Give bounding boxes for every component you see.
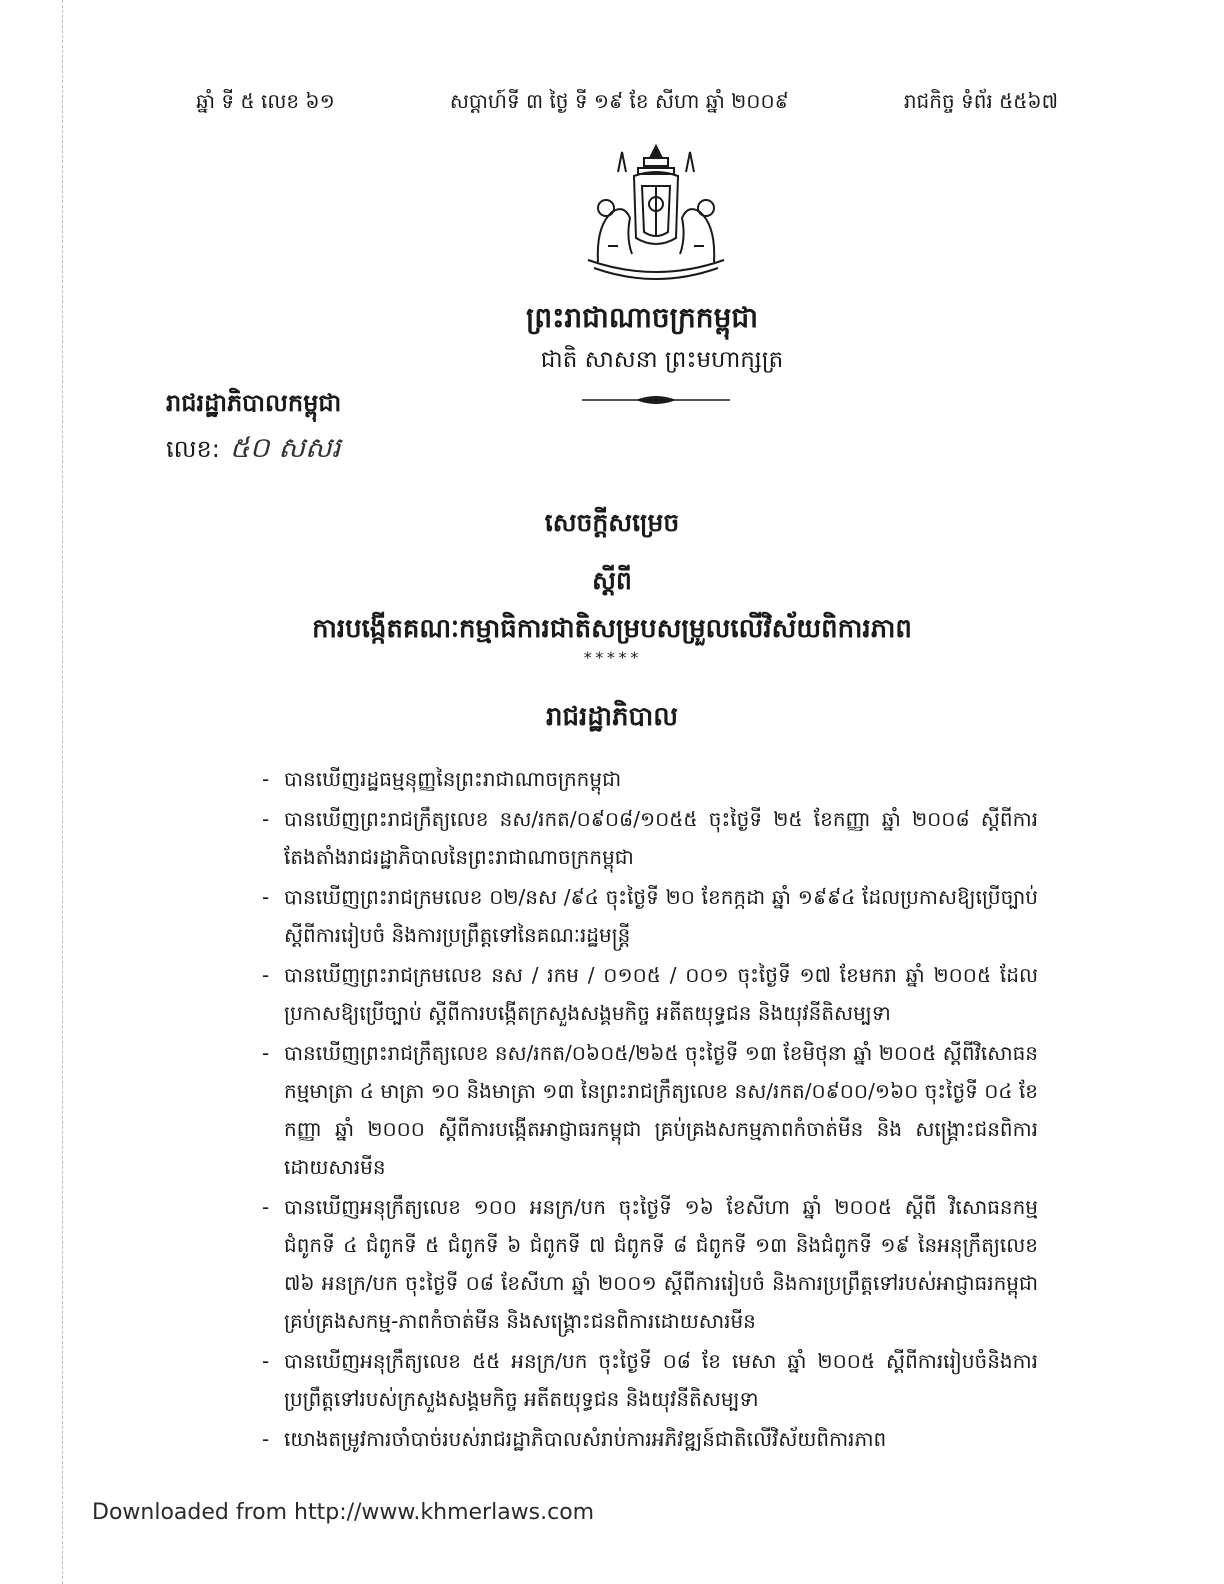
- clause-text: បានឃើញព្រះរាជក្រមលេខ នស / រកម / ០១០៥ / ០០១ ចុះថ្ងៃទី ១៧ ខែមករា ឆ្នាំ ២០០៥ ដែលប្រកាសឱ្យប្រើច្បាប់ ស្តីពីការបង្កើតក្រសួងសង្គមកិច្ច អតីតយុទ្ធជន និងយុវនីតិសម្បទា: [284, 963, 1038, 1025]
- kingdom-motto: ជាតិ សាសនា ព្រះមហាក្សត្រ: [540, 347, 784, 373]
- title-separator-stars: *****: [582, 648, 642, 667]
- clause-dash: -: [262, 767, 270, 791]
- clause-item: [262, 1188, 1038, 1340]
- clause-dash: -: [262, 1041, 270, 1065]
- scan-edge-line: [62, 0, 63, 1584]
- clause-item: [262, 1034, 1038, 1186]
- clause-dash: -: [262, 807, 270, 831]
- clause-item: [262, 1342, 1038, 1418]
- clause-item: [262, 800, 1038, 876]
- clause-text: បានឃើញអនុក្រឹត្យលេខ ១០០ អនក្រ/បក ចុះថ្ងៃទី ១៦ ខែសីហា ឆ្នាំ ២០០៥ ស្តីពី វិសោធនកម្ម ជំពូកទី ៤ ជំពូកទី ៥ ជំពូកទី ៦ ជំពូកទី ៧ ជំពូកទី ៨ ជំពូកទី ១៣ និងជំពូកទី ១៩ នៃអនុក្រឹត្យលេខ ៧៦ អនក្រ/បក ចុះថ្ងៃទី ០៨ ខែសីហា ឆ្នាំ ២០០១ ស្តីពីការរៀបចំ និងការប្រព្រឹត្តទៅរបស់អាជ្ញាធរកម្ពុជា គ្រប់គ្រងសកម្ម-ភាពកំចាត់មីន និងសង្គ្រោះជនពិការដោយសារមីន: [284, 1195, 1038, 1333]
- clause-item: [262, 760, 1038, 798]
- issuing-government: រាជរដ្ឋាភិបាលកម្ពុជា: [166, 388, 342, 417]
- clause-dash: -: [262, 885, 270, 909]
- clause-dash: -: [262, 963, 270, 987]
- title-about: ស្តីពី: [592, 566, 632, 595]
- divider-ornament-icon: [582, 392, 730, 408]
- document-type: សេចក្តីសម្រេច: [544, 508, 680, 537]
- clause-item: [262, 1420, 1038, 1458]
- authority-heading: រាជរដ្ឋាភិបាល: [545, 702, 679, 732]
- clause-text: បានឃើញព្រះរាជក្រឹត្យលេខ នស/រកត/០៦០៥/២៦៥ ចុះថ្ងៃទី ១៣ ខែមិថុនា ឆ្នាំ ២០០៥ ស្តីពីវិសោធនកម្មមាត្រា ៤ មាត្រា ១០ និងមាត្រា ១៣ នៃព្រះរាជក្រឹត្យលេខ នស/រកត/០៩០០/១៦០ ចុះថ្ងៃទី ០៤ ខែកញ្ញា ឆ្នាំ ២០០០ ស្តីពីការបង្កើតអាជ្ញាធរកម្ពុជា គ្រប់គ្រងសកម្មភាពកំចាត់មីន និង សង្គ្រោះជនពិការដោយសារមីន: [284, 1041, 1038, 1179]
- preamble-clauses: [262, 760, 1038, 1460]
- clause-item: [262, 956, 1038, 1032]
- clause-dash: -: [262, 1195, 270, 1219]
- document-number-value: ៥០ សសរ: [229, 431, 341, 464]
- clause-text: បានឃើញរដ្ឋធម្មនុញ្ញនៃព្រះរាជាណាចក្រកម្ពុជា: [284, 767, 622, 791]
- document-subject: ការបង្កើតគណៈកម្មាធិការជាតិសម្របសម្រួលលើវិស័យពិការភាព: [312, 614, 912, 644]
- clause-text: បានឃើញព្រះរាជក្រមលេខ ០២/នស /៩៤ ចុះថ្ងៃទី ២០ ខែកក្កដា ឆ្នាំ ១៩៩៤ ដែលប្រកាសឱ្យប្រើច្បាប់ស្តីពីការរៀបចំ និងការប្រព្រឹត្តទៅនៃគណៈរដ្ឋមន្ត្រី: [284, 885, 1038, 947]
- clause-text: យោងតម្រូវការចាំបាច់របស់រាជរដ្ឋាភិបាលសំរាប់ការអភិវឌ្ឍន៍ជាតិលើវិស័យពិការភាព: [284, 1427, 887, 1451]
- download-source-footer: Downloaded from http://www.khmerlaws.com: [92, 1500, 595, 1525]
- clause-dash: -: [262, 1349, 270, 1373]
- gazette-header: [196, 88, 1058, 118]
- kingdom-name: ព្រះរាជាណាចក្រកម្ពុជា: [525, 301, 758, 334]
- royal-coat-of-arms-icon: [578, 142, 734, 288]
- clause-item: [262, 878, 1038, 954]
- header-date: សប្តាហ៍ទី ៣ ថ្ងៃ ទី ១៩ ខែ សីហា ឆ្នាំ ២០០៩: [449, 89, 789, 113]
- clause-text: បានឃើញអនុក្រឹត្យលេខ ៥៥ អនក្រ/បក ចុះថ្ងៃទី ០៨ ខែ មេសា ឆ្នាំ ២០០៥ ស្តីពីការរៀបចំនិងការប្រព្រឹត្តទៅរបស់ក្រសួងសង្គមកិច្ច អតីតយុទ្ធជន និងយុវនីតិសម្បទា: [284, 1349, 1038, 1411]
- header-issue-number: ឆ្នាំ ទី ៥ លេខ ៦១: [196, 89, 335, 113]
- document-number: [166, 430, 341, 471]
- clause-dash: -: [262, 1427, 270, 1451]
- document-number-label: លេខ:: [166, 435, 220, 463]
- header-page-number: រាជកិច្ច ទំព័រ ៥៥៦៧: [903, 89, 1058, 113]
- clause-text: បានឃើញព្រះរាជក្រឹត្យលេខ នស/រកត/០៩០៨/១០៥៥ ចុះថ្ងៃទី ២៥ ខែកញ្ញា ឆ្នាំ ២០០៨ ស្តីពីការតែងតាំងរាជរដ្ឋាភិបាលនៃព្រះរាជាណាចក្រកម្ពុជា: [284, 807, 1038, 869]
